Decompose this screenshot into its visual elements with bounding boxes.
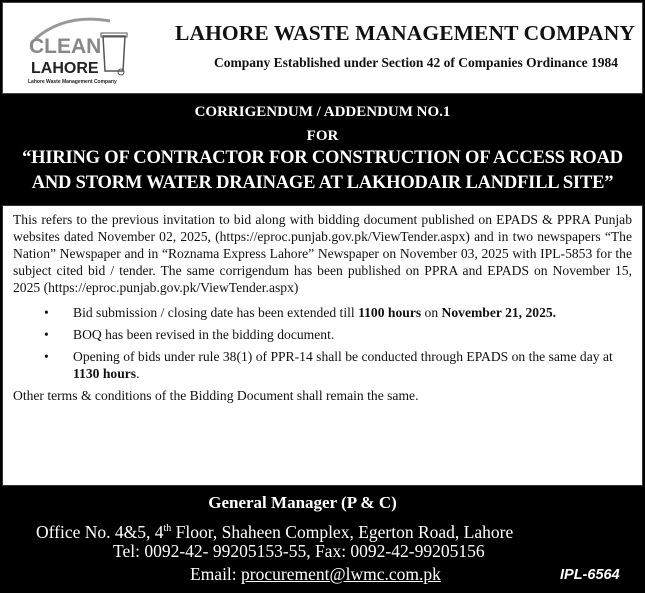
phone-fax: Tel: 0092-42- 99205153-55, Fax: 0092-42-99205156	[113, 541, 485, 561]
signatory: General Manager (P & C)	[208, 493, 397, 512]
company-subtitle: Company Established under Section 42 of Companies Ordinance 1984	[214, 55, 619, 70]
for-label: FOR	[306, 128, 339, 144]
list-item: • BOQ has been revised in the bidding document.	[13, 326, 632, 343]
changes-list	[13, 304, 632, 382]
tender-link[interactable]: https://eproc.punjab.gov.pk/ViewTender.aspx	[48, 280, 294, 295]
notice-body	[2, 205, 643, 486]
ipl-number: IPL-6564	[560, 567, 620, 583]
corrigendum-title: CORRIGENDUM / ADDENDUM NO.1	[194, 104, 451, 120]
svg-text:LAHORE: LAHORE	[31, 60, 99, 77]
svg-text:CLEAN: CLEAN	[29, 35, 102, 58]
contact-footer	[0, 488, 645, 589]
address: Office No. 4&5, 4th Floor, Shaheen Complex, Egerton Road, Lahore	[36, 521, 514, 542]
list-item: • Opening of bids under rule 38(1) of PPR-14 shall be conducted through EPADS on the same day at 1130 hours.	[13, 348, 632, 382]
email-link[interactable]: procurement@lwmc.com.pk	[241, 564, 441, 584]
closing-text: Other terms & conditions of the Bidding Document shall remain the same.	[13, 388, 419, 403]
clean-lahore-logo	[25, 11, 135, 89]
company-title: LAHORE WASTE MANAGEMENT COMPANY	[175, 21, 636, 45]
header	[2, 2, 643, 94]
notice-heading	[0, 94, 645, 205]
email: Email: procurement@lwmc.com.pk	[190, 564, 441, 584]
intro-paragraph: This refers to the previous invitation to bid along with bidding document published on EPADS & PPRA Punjab websites dated November 02, 2025, (https://eproc.punjab.gov.pk/ViewTender.aspx) and in two newspapers “The Nation” Newspaper and in “Roznama Express Lahore” Newspaper on November 03, 2025 with IPL-5853 for the subject cited bid / tender. The same corrigendum has been published on PPRA and EPADS on November 15, 2025 (https://eproc.punjab.gov.pk/ViewTender.aspx)	[13, 212, 632, 295]
list-item: • Bid submission / closing date has been extended till 1100 hours on November 21, 2025.	[13, 304, 632, 321]
tender-link[interactable]: https://eproc.punjab.gov.pk/ViewTender.aspx	[219, 229, 466, 244]
tender-subject: “HIRING OF CONTRACTOR FOR CONSTRUCTION OF ACCESS ROAD AND STORM WATER DRAINAGE AT LAKHODAIR LANDFILL SITE”	[22, 148, 623, 193]
svg-text:Lahore Waste Management Compan: Lahore Waste Management Company	[28, 79, 117, 85]
